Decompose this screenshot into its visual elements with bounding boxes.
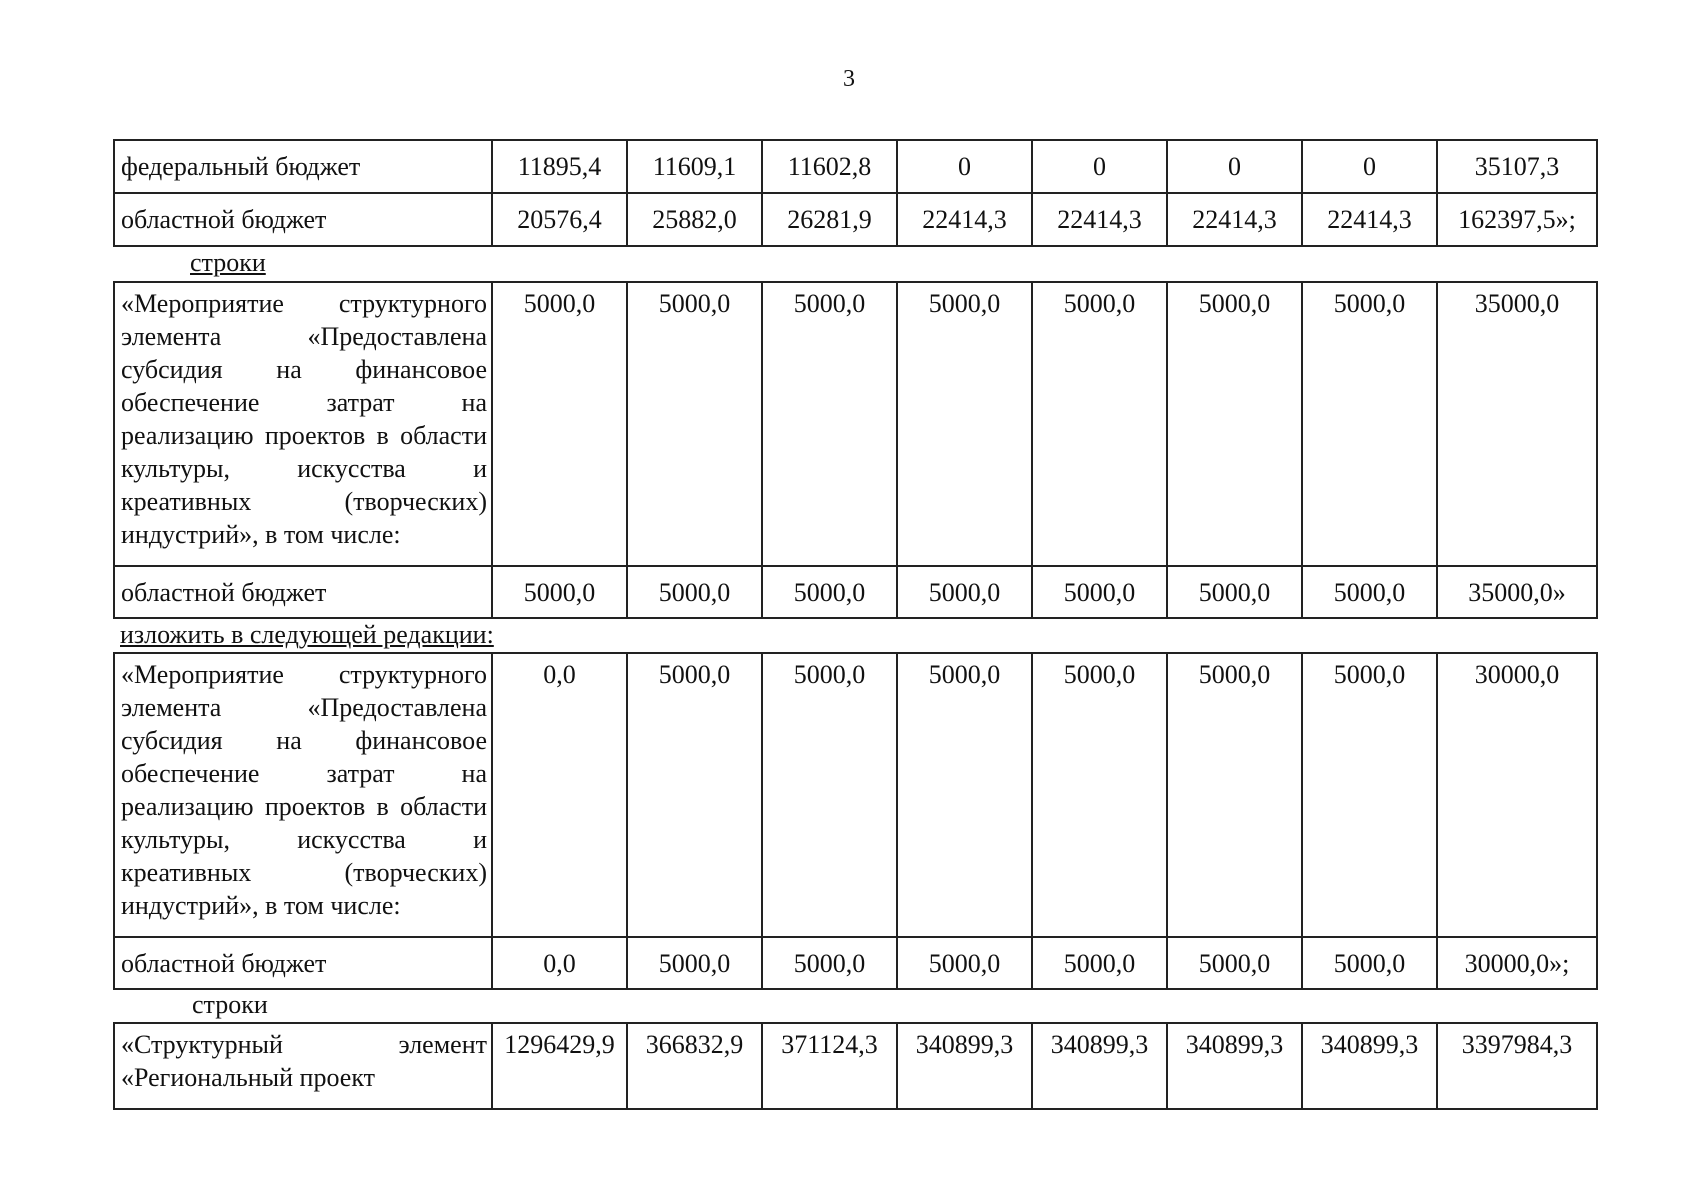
table-cell: 0,0 [492,937,627,989]
page-number: 3 [843,66,855,92]
table-cell: 5000,0 [762,566,897,618]
row-label: «Мероприятие структурного элемента «Предоставлена субсидия на финансовое обеспечение затрат на реализацию проектов в области культуры, искусства и креативных (творческих) индустрий», в том числе: [114,282,492,566]
table-cell: 26281,9 [762,193,897,246]
table-row [114,1023,1597,1109]
table-cell: 371124,3 [762,1023,897,1109]
row-label: областной бюджет [114,193,492,246]
table-row [114,566,1597,618]
table-cell: 30000,0»; [1437,937,1597,989]
table-cell: 340899,3 [1032,1023,1167,1109]
table-cell: 35107,3 [1437,140,1597,193]
table-cell: 340899,3 [1167,1023,1302,1109]
table-cell: 5000,0 [1032,566,1167,618]
table-cell: 1296429,9 [492,1023,627,1109]
row-label: областной бюджет [114,566,492,618]
table-cell: 5000,0 [627,566,762,618]
table-cell: 5000,0 [1032,653,1167,937]
table-cell: 0,0 [492,653,627,937]
table-cell: 5000,0 [1032,937,1167,989]
table-cell: 0 [897,140,1032,193]
table-cell: 366832,9 [627,1023,762,1109]
table-cell: 5000,0 [762,282,897,566]
table-cell: 22414,3 [1032,193,1167,246]
table-cell: 35000,0 [1437,282,1597,566]
row-label: «Структурный элемент «Региональный проект [114,1023,492,1109]
table-cell: 5000,0 [897,937,1032,989]
table-row [114,937,1597,989]
table-cell: 5000,0 [492,282,627,566]
note-edit: изложить в следующей редакции: [120,620,494,649]
table-cell: 340899,3 [897,1023,1032,1109]
note-lines: строки [190,248,266,277]
table-cell: 11895,4 [492,140,627,193]
table-cell: 22414,3 [897,193,1032,246]
table-row [114,282,1597,566]
table-cell: 3397984,3 [1437,1023,1597,1109]
table-cell: 5000,0 [627,282,762,566]
table-cell: 5000,0 [897,282,1032,566]
budget-table-4 [113,1022,1598,1110]
table-cell: 0 [1167,140,1302,193]
table-cell: 5000,0 [1167,653,1302,937]
table-cell: 22414,3 [1167,193,1302,246]
table-cell: 5000,0 [762,937,897,989]
table-cell: 5000,0 [492,566,627,618]
row-label: федеральный бюджет [114,140,492,193]
table-cell: 5000,0 [1302,653,1437,937]
table-cell: 5000,0 [897,566,1032,618]
table-cell: 5000,0 [627,937,762,989]
table-cell: 340899,3 [1302,1023,1437,1109]
table-cell: 0 [1302,140,1437,193]
table-cell: 20576,4 [492,193,627,246]
table-cell: 5000,0 [1032,282,1167,566]
table-row [114,140,1597,193]
table-cell: 5000,0 [1302,937,1437,989]
table-cell: 5000,0 [1302,566,1437,618]
table-cell: 5000,0 [1302,282,1437,566]
budget-table-3 [113,652,1598,990]
row-label: «Мероприятие структурного элемента «Предоставлена субсидия на финансовое обеспечение затрат на реализацию проектов в области культуры, искусства и креативных (творческих) индустрий», в том числе: [114,653,492,937]
table-cell: 162397,5»; [1437,193,1597,246]
table-cell: 11602,8 [762,140,897,193]
table-cell: 30000,0 [1437,653,1597,937]
table-cell: 22414,3 [1302,193,1437,246]
budget-table-2 [113,281,1598,619]
budget-table-1 [113,139,1598,247]
table-cell: 35000,0» [1437,566,1597,618]
table-cell: 0 [1032,140,1167,193]
table-row [114,193,1597,246]
table-cell: 5000,0 [897,653,1032,937]
table-cell: 5000,0 [1167,937,1302,989]
table-cell: 5000,0 [762,653,897,937]
table-row [114,653,1597,937]
note-lines: строки [192,990,268,1019]
table-cell: 5000,0 [627,653,762,937]
row-label: областной бюджет [114,937,492,989]
table-cell: 25882,0 [627,193,762,246]
table-cell: 5000,0 [1167,566,1302,618]
table-cell: 5000,0 [1167,282,1302,566]
table-cell: 11609,1 [627,140,762,193]
